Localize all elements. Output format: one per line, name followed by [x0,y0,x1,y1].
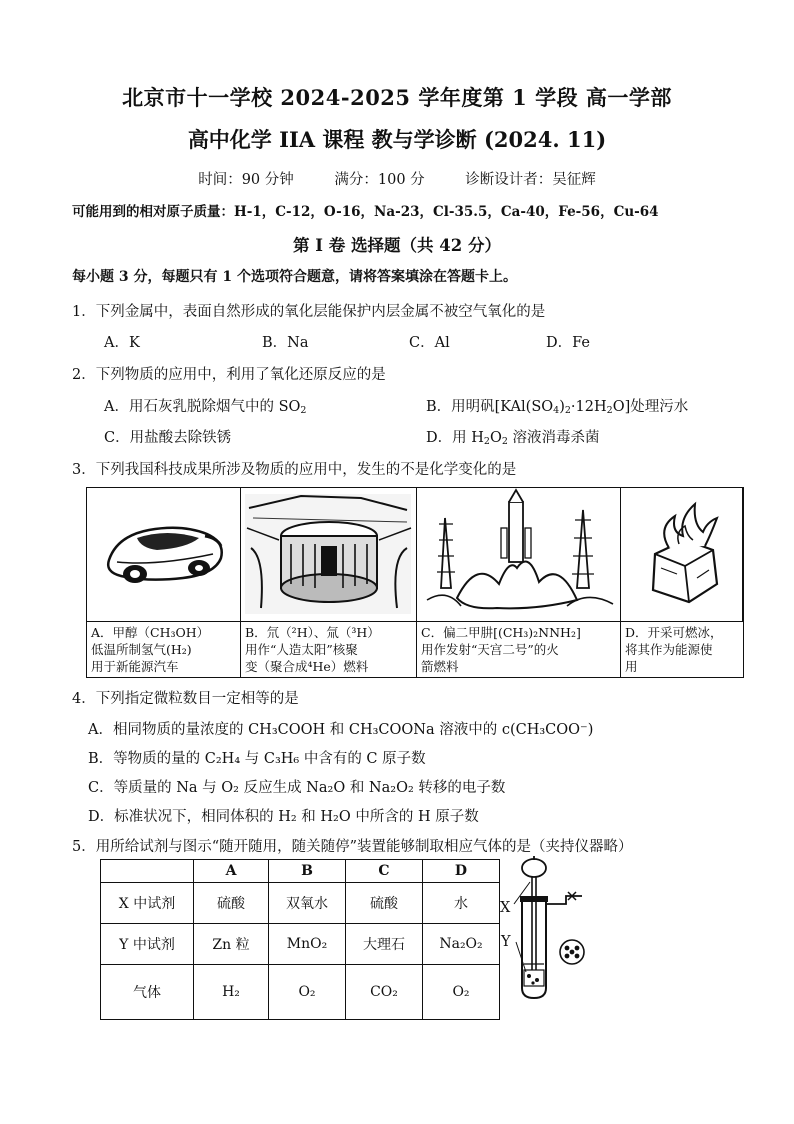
table-cell: O₂ [269,965,346,1020]
car-illustration [87,488,241,621]
question-3-stem: 3．下列我国科技成果所涉及物质的应用中，发生的不是化学变化的是 [72,462,517,478]
table-cell: 双氧水 [269,883,346,924]
apparatus-label-y: Y [501,934,511,950]
question-2-option-a: A．用石灰乳脱除烟气中的 $SO_2$ [104,399,307,416]
exam-score: 满分：100 分 [334,172,425,188]
question-3-caption-c: C．偏二甲肼[(CH₃)₂NNH₂] 用作发射“天宫二号”的火 箭燃料 [417,621,621,677]
table-cell: Zn 粒 [194,924,269,965]
table-row [101,965,500,1020]
question-4-option-d: D．标准状况下，相同体积的 H₂ 和 H₂O 中所含的 H 原子数 [88,809,479,825]
table-cell: O₂ [423,965,500,1020]
question-1-option-a: A．K [104,335,140,351]
atomic-masses: 可能用到的相对原子质量：H-1，C-12，O-16，Na-23，Cl-35.5，Ca-40，Fe-56，Cu-64 [72,204,659,220]
apparatus-label-x: X [500,900,511,916]
question-2-option-b: B．用明矾$[KAl(SO_4)_2\cdot 12H_2O]$处理污水 [426,399,689,416]
question-2-option-c: C．用盐酸去除铁锈 [104,430,232,446]
section-instruction: 每小题 3 分，每题只有 1 个选项符合题意，请将答案填涂在答题卡上。 [72,269,517,285]
table-cell: MnO₂ [269,924,346,965]
exam-title: 北京市十一学校 2024-2025 学年度第 1 学段 高一学部 [122,85,672,110]
fusion-reactor-illustration [241,488,417,621]
exam-designer: 诊断设计者：吴征辉 [465,172,596,188]
question-5-stem: 5．用所给试剂与图示“随开随用，随关随停”装置能够制取相应气体的是（夹持仪器略） [72,839,633,855]
table-header-row [101,860,500,883]
table-cell: 硫酸 [346,883,423,924]
gas-generator-apparatus-diagram [496,852,606,1002]
table-cell: X 中试剂 [101,883,194,924]
question-3-caption-a: A．甲醇（CH₃OH） 低温所制氢气(H₂) 用于新能源汽车 [87,621,241,677]
course-title: 高中化学 IIA 课程 教与学诊断 (2024. 11) [187,127,607,152]
question-3-caption-d: D．开采可燃冰， 将其作为能源使 用 [621,621,743,677]
table-cell: D [423,860,500,883]
table-row [101,924,500,965]
question-4-option-a: A．相同物质的量浓度的 CH₃COOH 和 CH₃COONa 溶液中的 c(CH₃COO⁻) [88,722,594,738]
question-3-caption-b: B．氘（²H）、氚（³H） 用作“人造太阳”核聚 变（聚合成⁴He）燃料 [241,621,417,677]
question-2-stem: 2．下列物质的应用中，利用了氧化还原反应的是 [72,367,386,383]
question-1-stem: 1．下列金属中，表面自然形成的氧化层能保护内层金属不被空气氧化的是 [72,304,546,320]
question-1-option-b: B．Na [262,335,309,351]
question-2-option-d: D．用 $H_2O_2$ 溶液消毒杀菌 [426,430,600,447]
table-cell: 气体 [101,965,194,1020]
table-row [101,883,500,924]
question-4-stem: 4．下列指定微粒数目一定相等的是 [72,691,299,707]
table-cell: A [194,860,269,883]
table-cell: H₂ [194,965,269,1020]
question-4-option-c: C．等质量的 Na 与 O₂ 反应生成 Na₂O 和 Na₂O₂ 转移的电子数 [88,780,506,796]
table-cell: Na₂O₂ [423,924,500,965]
table-cell: 硫酸 [194,883,269,924]
table-cell: 大理石 [346,924,423,965]
table-cell: C [346,860,423,883]
table-cell: Y 中试剂 [101,924,194,965]
question-3-image-table [86,487,744,678]
question-1-option-d: D．Fe [546,335,590,351]
question-5-reagent-table [100,859,500,1020]
table-cell: CO₂ [346,965,423,1020]
rocket-launch-illustration [417,488,621,621]
table-cell [101,860,194,883]
section-title: 第 I 卷 选择题（共 42 分） [293,236,501,255]
question-4-option-b: B．等物质的量的 C₂H₄ 与 C₃H₆ 中含有的 C 原子数 [88,751,426,767]
table-cell: B [269,860,346,883]
question-1-option-c: C．Al [409,335,450,351]
table-cell: 水 [423,883,500,924]
exam-meta [0,168,794,189]
combustible-ice-illustration [621,488,743,621]
exam-time: 时间：90 分钟 [198,172,294,188]
